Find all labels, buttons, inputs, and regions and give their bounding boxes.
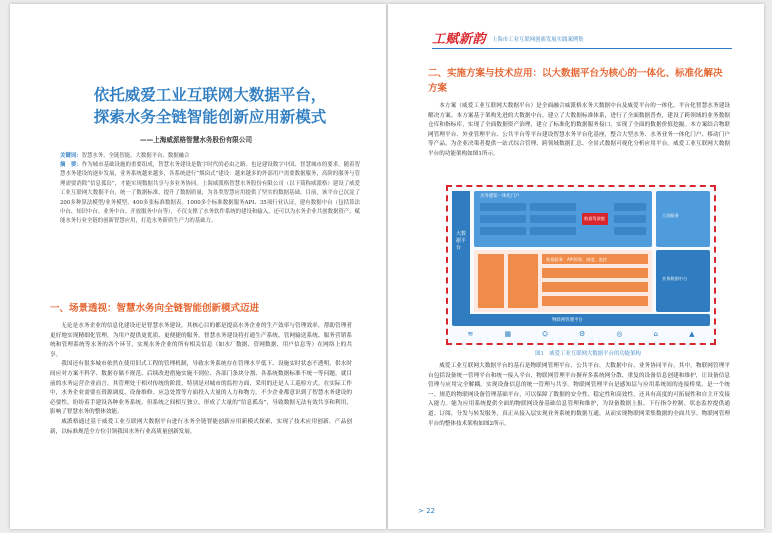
right-page — [388, 4, 764, 529]
header-subtitle: 上海市工业互联网创新发展实践案例集 — [492, 37, 584, 43]
figure-orange-row — [542, 268, 648, 278]
page-number: > 22 — [418, 507, 435, 515]
figure-icon-row — [452, 329, 710, 339]
figure-top-label: 水务感知一体化门户 — [480, 194, 520, 199]
abstract — [60, 161, 360, 227]
figure-middle-label: 数据服务：API管理、调度、监控 — [546, 257, 608, 262]
title-line-1: 依托威爱工业互联网大数据平台， — [93, 86, 327, 104]
architecture-figure — [446, 185, 716, 345]
figure-orange-column — [508, 254, 538, 308]
alert-icon: ▲ — [689, 330, 695, 338]
paragraph: 我国还有很多城市依然在使用旧式工程的管理机制，导致水务系统存在管理水平低下、设施实时状态不透明、供水时间应对方案不科学、数据存储不规范、后续改进措施实施不到位、各部门条块分割、各系统数据标准不统一等问题。就目前的水务运营企业而言，其管理处于相对传统的阶段，特别是对城市的监控方面，采用的还是人工巡检方式。在实际工作中，水务企业需要在资源调度、设备维修、应急处置等方面投入大量的人力和物力。不少企业都意识到了智慧水务建设的必要性，纷纷着手建设各种业务系统，但系统之间相互独立，形成了大量的“信息孤岛”，导致数据无法有效共享和利用，影响了智慧水务的整体效能。 — [50, 361, 352, 416]
section-title-2: 二、实施方案与技术应用：以大数据平台为核心的一体化、标准化解决方案 — [428, 68, 723, 94]
figure-orange-column — [478, 254, 504, 308]
valve-icon: ⛭ — [542, 329, 548, 338]
figure-item — [614, 227, 646, 235]
keywords — [60, 152, 360, 161]
figure-right-top — [656, 191, 710, 247]
section-title-1: 一、场景透视：智慧水务向全链智能创新模式迈进 — [50, 303, 260, 314]
building-icon: ▦ — [504, 330, 512, 338]
right-body-bottom — [428, 362, 730, 429]
article-title — [70, 84, 350, 128]
figure-orange-row — [542, 296, 648, 306]
water-icon: ≋ — [467, 330, 474, 338]
figure-item — [480, 227, 526, 235]
figure-left-column — [452, 191, 470, 325]
figure-item — [614, 203, 646, 211]
keywords-text: 智慧水务、全链智能、大数据平台、数据融合 — [81, 153, 190, 159]
paragraph: 本方案（威爱工业互联网大数据平台）是全面融合威派格水务大数据中台及威爱平台的一体化、平台化智慧水务建设解决方案。本方案基于架构先进的大数据中台，建立了大数据标准体系，进行了全面数据普查，建设了跨领域的业务数据仓库和指标库，实现了全面数据资产治理，建立了标准化的数据服务接口，实现了全面的数据价值挖掘。本方案结合物联网管理平台、外业管理平台、公共平台等平台建设智慧水务平台化基座，整合大型水务、水务业务一体化门户、移动门户等产品，为企业决策者提供一站式综合管理、跨领域数据汇总、全景式数据可视化分析应用平台。威爱工业互联网大数据平台的功能架构如图1所示。 — [428, 103, 730, 157]
keywords-label: 关键词： — [60, 153, 82, 159]
station-icon: ⌂ — [653, 330, 658, 338]
figure-highlight-label: 数据驾驶舱 — [584, 216, 605, 221]
figure-item — [530, 227, 576, 235]
figure-bottom-bar — [452, 314, 710, 326]
figure-item — [530, 203, 576, 211]
sensor-icon: ◎ — [616, 330, 623, 338]
header-logo: 工赋新韵 — [432, 32, 487, 47]
abstract-text: 作为城市基础设施的重要组成，智慧水务建设是数字时代的必由之路。也是建设数字中国、智慧城市的要求。随着智慧水务建设的逐步发展，业务系统越来越多，各系统进行“烟囱式”建设：越来越多的外部用户需要数据服务，高阶的服务与管理需要消除“信息孤岛”，才能实现数据共享与多业务协同。上海威派格智慧水务股份有限公司（以下简称威派格）建设了威爱工业互联网大数据平台，统一了数据标准，提升了数据质量，为各类智慧应用提供了坚实的数据基础。目前，该平台已沉淀了200多种算法模型/业务模型、400多张标准数据表。1000多个标准数据服务API、35项行业认证，建有数据中台（包括算法中台、知识中台、业务中台、开放服务中台等），不仅支撑了水务软件系统的建设和输入，还可以为水务企业共创数据资产，赋能水务行业全链的创新智慧应用，打造水务新质生产力的基础力。 — [60, 162, 360, 225]
figure-item — [480, 215, 526, 223]
left-page — [10, 4, 386, 529]
paragraph: 威派格通过基于威爱工业互联网大数据平台进行水务全链智能创新应用新模式探索，实现了技术应用创新、产品创新，以标准规范全方位引领我国水务行业高质量创新发展。 — [50, 418, 352, 435]
figure-left-column-label: 大数据平台 — [456, 231, 467, 251]
figure-item — [614, 215, 646, 223]
figure-orange-row — [542, 282, 648, 292]
abstract-label: 摘 要： — [60, 162, 82, 168]
title-line-2: 探索水务全链智能创新应用新模式 — [93, 108, 327, 126]
figure-right-top-label: 大屏服务 — [662, 213, 679, 218]
figure-item — [530, 215, 576, 223]
figure-highlight-box — [582, 213, 608, 225]
figure-middle-block — [474, 250, 652, 312]
figure-bottom-label: 物联网管理平台 — [552, 318, 583, 323]
right-body-top — [428, 102, 730, 160]
figure-item — [480, 203, 526, 211]
figure-right-bottom-label: 业务数据中台 — [662, 276, 688, 281]
figure-right-bottom — [656, 250, 710, 312]
paragraph: 无论是水务企业的信息化建设还是智慧水务建设，其核心目的都是提高水务企业的生产效率与管理效率，帮助管理者更好地实现精细化管理，为用户提供更优质、更便捷的服务。智慧水务建设将打通生产系统、管网输送系统、服务营销系统和管理系统等水务的各个环节，实现水务企业的所有相关信息（如水厂数据、管网数据、用户信息等）在网络上的共享。 — [50, 323, 352, 358]
byline: ——上海威派格智慧水务股份有限公司 — [140, 136, 253, 144]
figure-top-block — [474, 191, 652, 247]
figure-caption: 图1 威爱工业互联网大数据平台的功能架构 — [535, 351, 641, 357]
figure-orange-row — [542, 254, 648, 264]
left-body-text — [50, 322, 352, 437]
header-divider — [432, 48, 732, 49]
gear-icon: ⚙ — [578, 330, 586, 338]
paragraph: 威爱工业互联网大数据平台的基石是物联网管理平台、公共平台、大数据中台、业务协同平台。其中，物联网管理平台包括设备统一管理平台和统一接入平台，物联网管理平台摒弃多系统网分散、重复的设备信息创建和维护，让设备信息管理与应用完全解耦。实现设备信息的统一管理与共享。物联网管理平台是感知层与应用系统间的连接桥梁，是一个统一、规范的物联网设备管理基础平台，可以保障了数据的安全性、稳定性和高效性，还具有高度的可拓展性和自主开发接入能力。能为应用系统提供全面的物联网设备基础信息管理和维护，为设备数据上报、下行指令控制、状态监控提供通道、订阅、分发与转发服务，真正从接入层实现业务系统的数据互通，从而实现物联网采集数据的全面共享。物联网管理平台的整体技术架构如图2所示。 — [428, 363, 730, 427]
